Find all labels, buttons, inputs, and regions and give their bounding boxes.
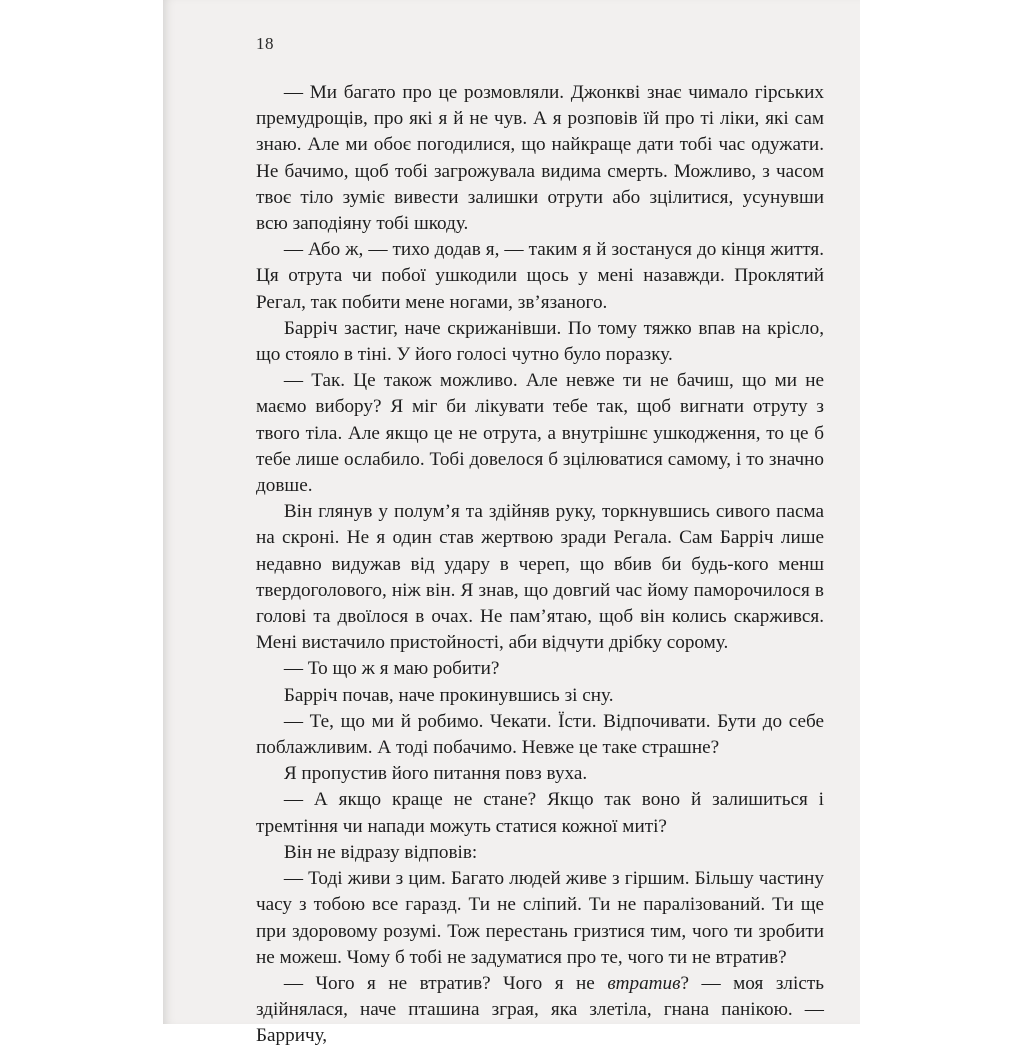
paragraph-text: ? — моя злість здійнялася, наче пташина зграя, яка злетіла, гнана панікою. — Барричу, — [256, 972, 824, 1047]
paragraph: Я пропустив його питання повз вуха. — [283, 763, 588, 785]
paragraph: Барріч застиг, наче скрижанівши. По тому тяжко впав на крісло, що стояло в тіні. У його голосі чутно було поразку. — [256, 317, 824, 366]
paragraph-text: — Чого я не втратив? Чого я не — [283, 972, 608, 994]
paragraph: — А якщо краще не стане? Якщо так воно й залишиться і тремтіння чи напади можуть статися кожної миті? — [256, 789, 824, 837]
page-number: 18 — [256, 34, 274, 53]
paragraph: — Або ж, — тихо додав я, — таким я й зостануся до кінця життя. Ця отрута чи побої ушкодили щось у мені назавжди. Проклятий Регал, так побити мене ногами, зв’язаного. — [256, 239, 824, 313]
paragraph: — Так. Це також можливо. Але невже ти не бачиш, що ми не маємо вибору? Я міг би лікувати тебе так, щоб вигнати отруту з твого тіла. Але якщо це не отрута, а внутрішнє ушкодження, то це б тебе лише ослабило. Тобі довелося б зцілюватися самому, і то значно довше. — [256, 370, 824, 497]
emphasis-text: втратив — [607, 972, 681, 994]
paragraph-last — [256, 971, 824, 1050]
paragraph: — Ми багато про це розмовляли. Джонкві знає чимало гірських премудрощів, про які я й не чув. А я розповів їй про ті ліки, які сам знаю. Але ми обоє погодилися, що найкраще дати тобі час одужати. Не бачимо, щоб тобі загрожувала видима смерть. Можливо, з часом твоє тіло зуміє вивести залишки отрути або зцілитися, усунувши всю заподіяну тобі шкоду. — [256, 82, 824, 235]
paragraph: Барріч почав, наче прокинувшись зі сну. — [283, 684, 614, 706]
body-text — [256, 80, 824, 1050]
paragraph: Він глянув у полум’я та здійняв руку, торкнувшись сивого пасма на скроні. Не я один став жертвою зради Регала. Сам Барріч лише недавно видужав від удару в череп, що вбив би будь-кого менш твердоголового, ніж він. Я знав, що довгий час йому паморочилося в голові та двоїлося в очах. Не пам’ятаю, щоб він колись скаржився. Мені вистачило пристойності, аби відчути дрібку сорому. — [256, 501, 824, 654]
paragraph: Він не відразу відповів: — [283, 841, 478, 863]
paragraph: — Те, що ми й робимо. Чекати. Їсти. Відпочивати. Бути до себе поблажливим. А тоді побачимо. Невже це таке страшне? — [256, 710, 824, 759]
paragraph: — То що ж я маю робити? — [283, 658, 500, 680]
paragraph: — Тоді живи з цим. Багато людей живе з гіршим. Більшу частину часу з тобою все гаразд. Ти не сліпий. Ти не паралізований. Ти ще при здоровому розумі. Тож перестань гризтися тим, чого ти зробити не можеш. Чому б тобі не задуматися про те, чого ти не втратив? — [256, 868, 824, 968]
